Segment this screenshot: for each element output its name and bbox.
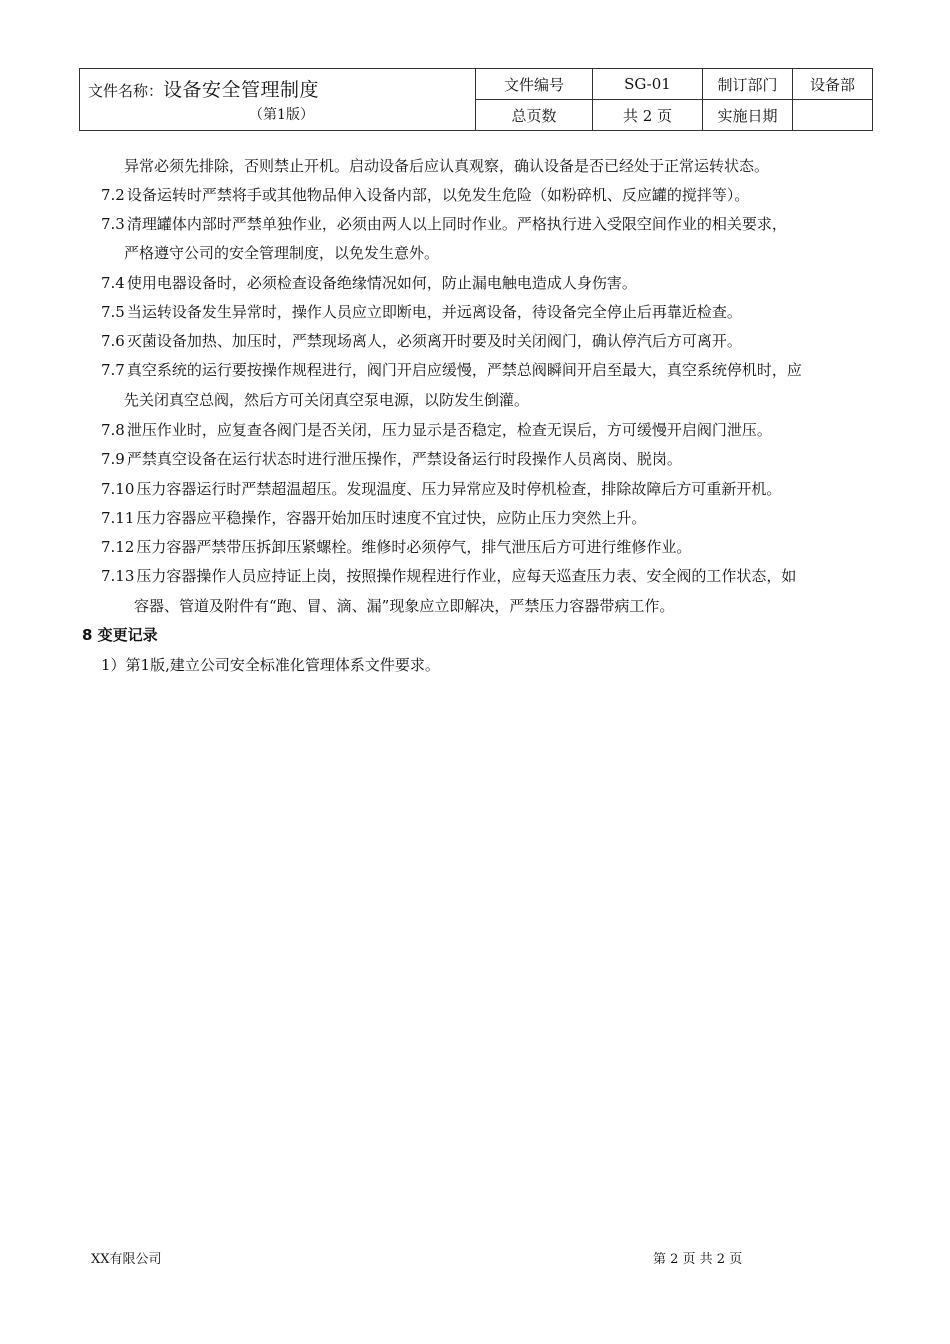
document-title: 设备安全管理制度 bbox=[163, 79, 320, 101]
clause-7-5: 7.5 当运转设备发生异常时，操作人员应立即断电，并远离设备，待设备完全停止后再靠近检查。 bbox=[101, 303, 742, 321]
document-header-table bbox=[79, 68, 873, 131]
title-cell bbox=[80, 69, 476, 131]
clause-7-13-cont: 容器、管道及附件有“跑、冒、滴、漏”现象应立即解决，严禁压力容器带病工作。 bbox=[134, 597, 675, 615]
pages-label: 总页数 bbox=[476, 100, 593, 131]
date-label: 实施日期 bbox=[703, 100, 793, 131]
dept-label: 制订部门 bbox=[703, 69, 793, 100]
paragraph-continuation: 异常必须先排除，否则禁止开机。启动设备后应认真观察，确认设备是否已经处于正常运转状态。 bbox=[124, 157, 770, 175]
clause-7-12: 7.12 压力容器严禁带压拆卸压紧螺栓。维修时必须停气，排气泄压后方可进行维修作业。 bbox=[101, 538, 692, 556]
clause-7-6: 7.6 灭菌设备加热、加压时，严禁现场离人，必须离开时要及时关闭阀门，确认停汽后方可离开。 bbox=[101, 332, 742, 350]
title-prefix: 文件名称： bbox=[88, 82, 164, 100]
clause-7-2: 7.2 设备运转时严禁将手或其他物品伸入设备内部，以免发生危险（如粉碎机、反应罐的搅拌等）。 bbox=[101, 186, 750, 204]
edition-label: （第1版） bbox=[249, 107, 314, 123]
clause-7-13: 7.13 压力容器操作人员应持证上岗，按照操作规程进行作业，应每天巡查压力表、安全阀的工作状态，如 bbox=[101, 567, 797, 585]
doc-no-label: 文件编号 bbox=[476, 69, 593, 100]
clause-7-7-cont: 先关闭真空总阀，然后方可关闭真空泵电源，以防发生倒灌。 bbox=[124, 391, 530, 409]
clause-7-11: 7.11 压力容器应平稳操作，容器开始加压时速度不宜过快，应防止压力突然上升。 bbox=[101, 509, 647, 527]
footer-page-info: 第 2 页 共 2 页 bbox=[653, 1252, 743, 1267]
clause-7-3-cont: 严格遵守公司的安全管理制度，以免发生意外。 bbox=[124, 244, 440, 262]
pages-value: 共 2 页 bbox=[593, 100, 703, 131]
clause-7-7: 7.7 真空系统的运行要按操作规程进行，阀门开启应缓慢，严禁总阀瞬间开启至最大，真空系统停机时，应 bbox=[101, 361, 802, 379]
footer-company: XX有限公司 bbox=[91, 1252, 162, 1267]
clause-7-3: 7.3 清理罐体内部时严禁单独作业，必须由两人以上同时作业。严格执行进入受限空间作业的相关要求， bbox=[101, 215, 787, 233]
doc-no-value: SG-01 bbox=[593, 69, 703, 100]
clause-7-9: 7.9 严禁真空设备在运行状态时进行泄压操作，严禁设备运行时段操作人员离岗、脱岗。 bbox=[101, 450, 682, 468]
change-record-item: 1）第1版,建立公司安全标准化管理体系文件要求。 bbox=[101, 656, 440, 674]
clause-7-8: 7.8 泄压作业时，应复查各阀门是否关闭，压力显示是否稳定，检查无误后，方可缓慢开启阀门泄压。 bbox=[101, 421, 772, 439]
clause-7-10: 7.10 压力容器运行时严禁超温超压。发现温度、压力异常应及时停机检查，排除故障后方可重新开机。 bbox=[101, 480, 782, 498]
section-8-heading: 8 变更记录 bbox=[82, 626, 158, 644]
date-value bbox=[793, 100, 873, 131]
dept-value: 设备部 bbox=[793, 69, 873, 100]
clause-7-4: 7.4 使用电器设备时，必须检查设备绝缘情况如何，防止漏电触电造成人身伤害。 bbox=[101, 274, 637, 292]
